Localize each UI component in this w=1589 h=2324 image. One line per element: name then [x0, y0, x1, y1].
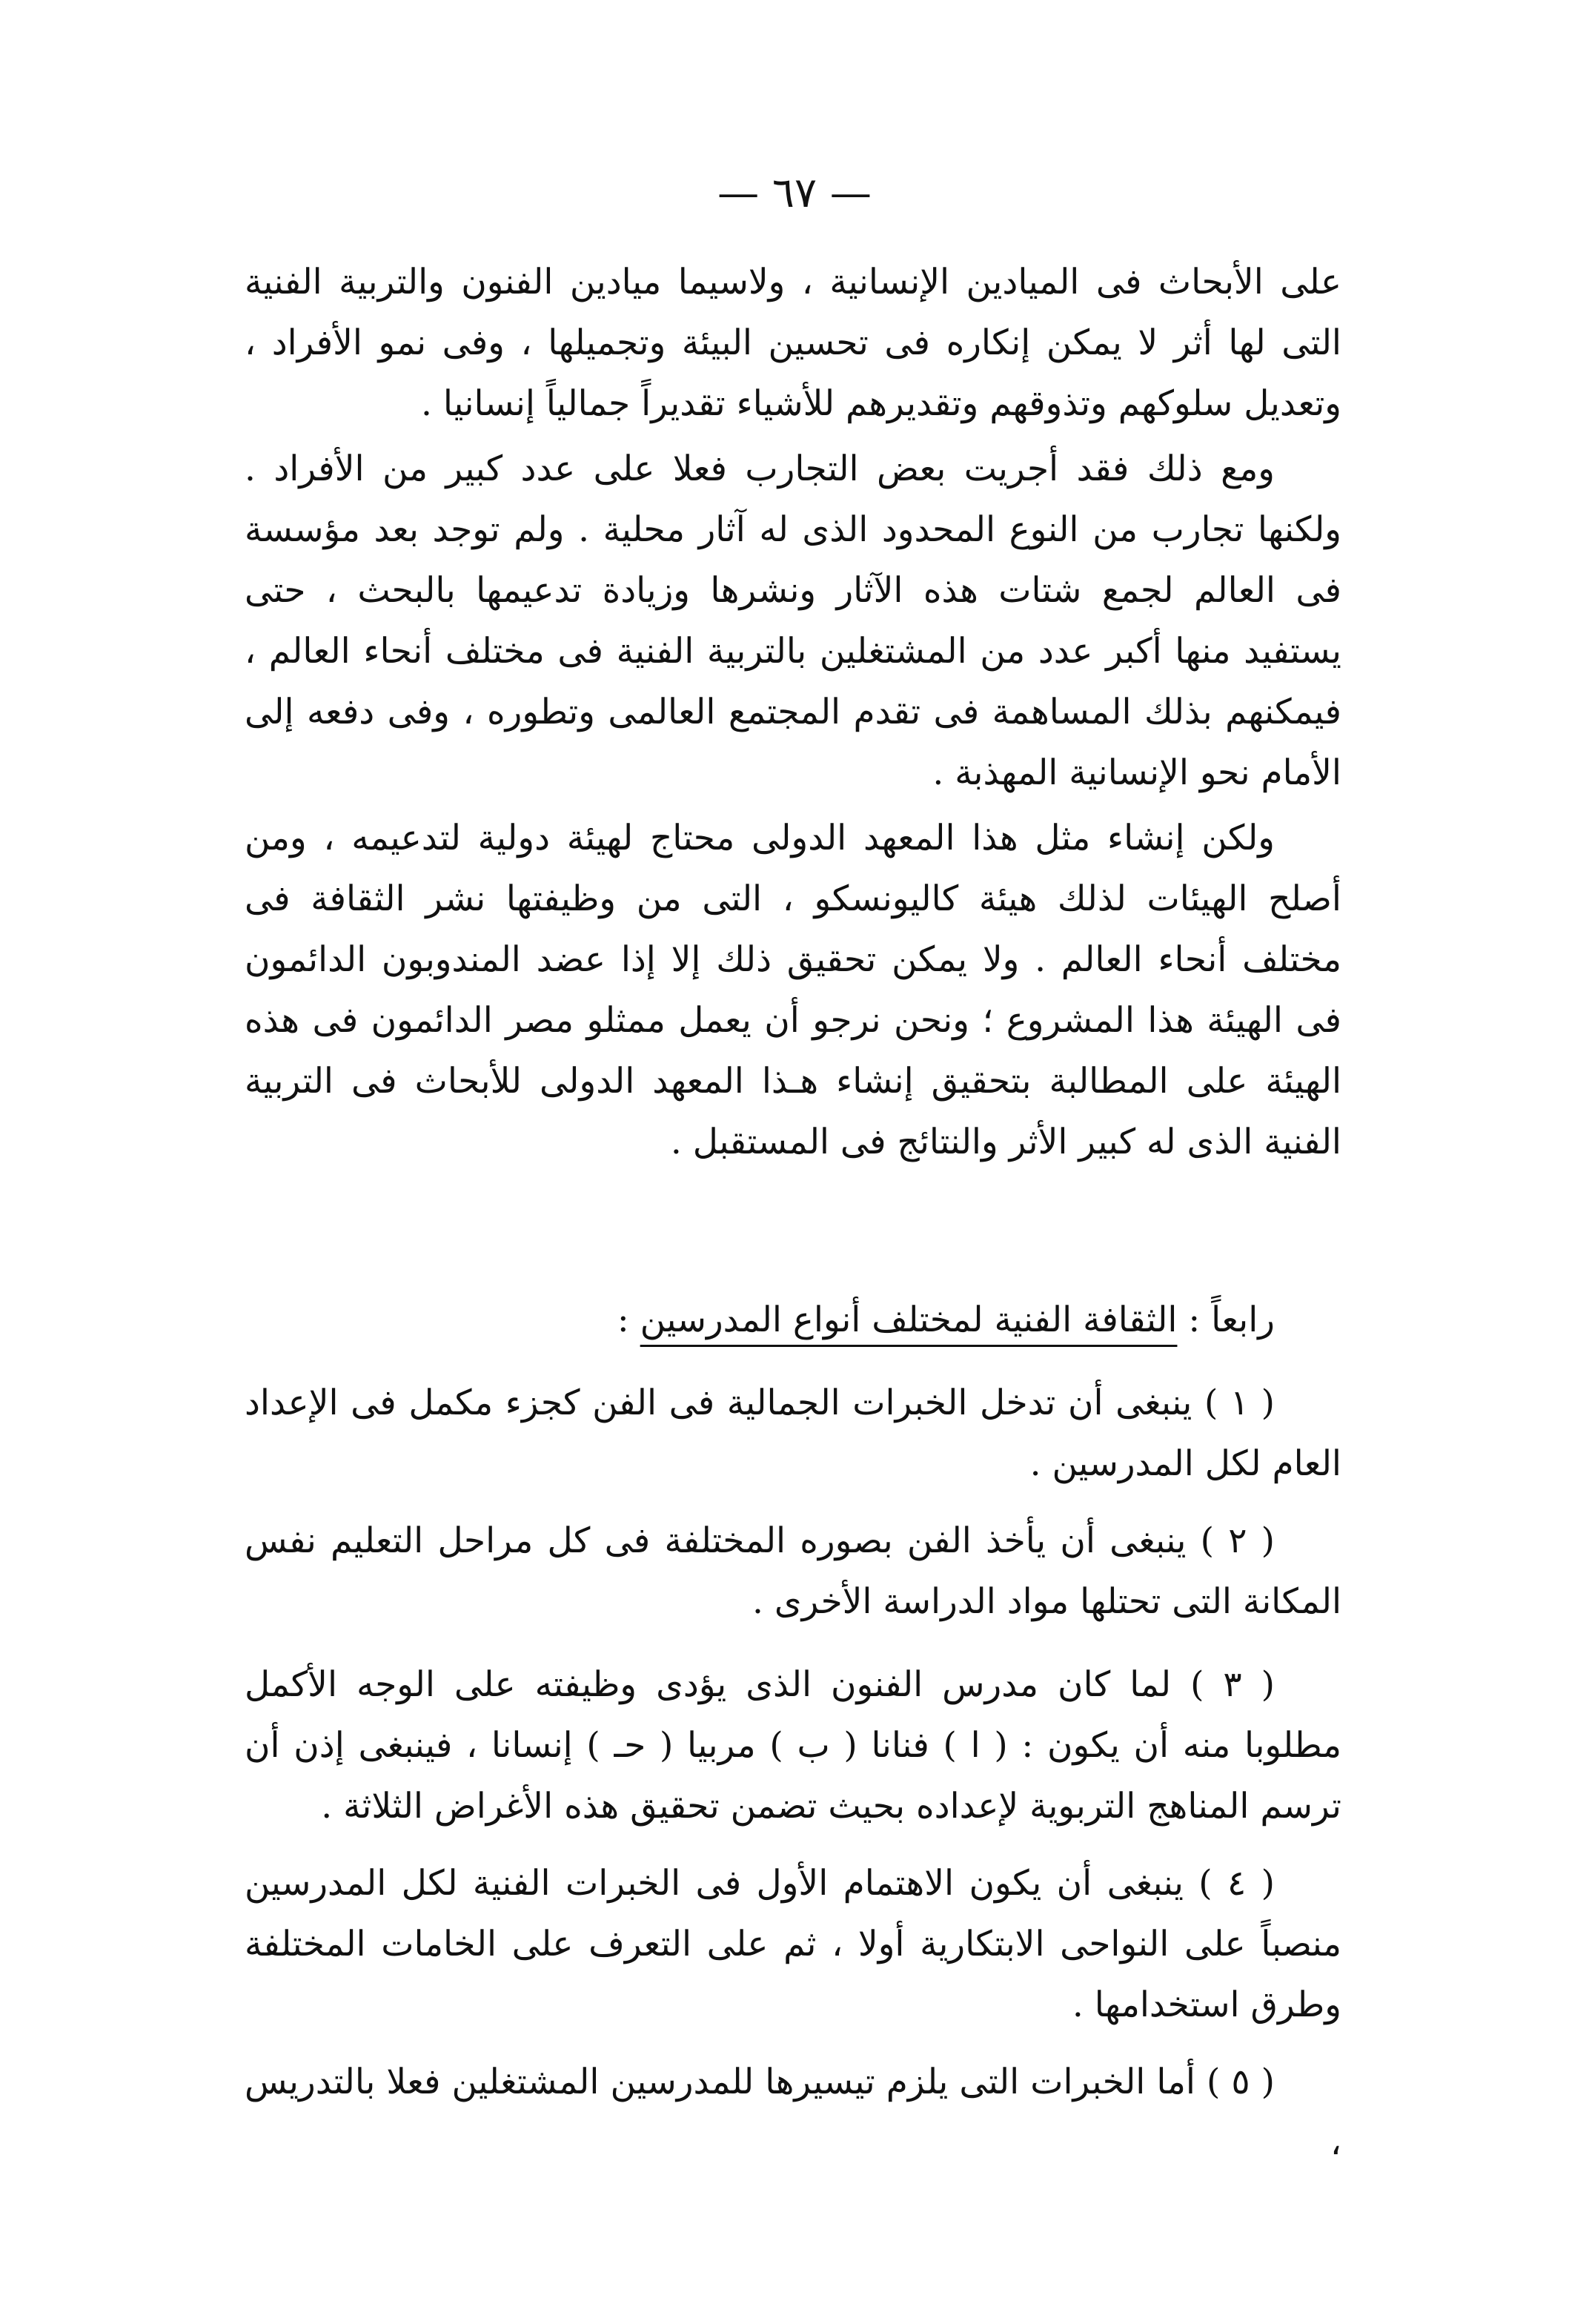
- page-number: — ٦٧ —: [717, 169, 872, 217]
- paragraph-arts-research: على الأبحاث فى الميادين الإنسانية ، ولاسيما ميادين الفنون والتربية الفنية التى لها أثر لا يمكن إنكاره فى تحسين البيئة وتجميلها ، وفى نمو الأفراد ، وتعديل سلوكهم وتذوقهم وتقديرهم للأشياء تقديراً جمالياً إنسانيا .: [245, 262, 1341, 424]
- list-item-1: ( ١ ) ينبغى أن تدخل الخبرات الجمالية فى الفن كجزء مكمل فى الإعداد العام لكل المدرسين .: [245, 1383, 1341, 1484]
- paragraph-experiments: ومع ذلك فقد أجريت بعض التجارب فعلا على عدد كبير من الأفراد . ولكنها تجارب من النوع المحدود الذى له آثار محلية . ولم توجد بعد مؤسسة فى العالم لجمع شتات هذه الآثار ونشرها وزيادة تدعيمها بالبحث ، حتى يستفيد منها أكبر عدد من المشتغلين بالتربية الفنية فى مختلف أنحاء العالم ، فيمكنهم بذلك المساهمة فى تقدم المجتمع العالمى وتطوره ، وفى دفعه إلى الأمام نحو الإنسانية المهذبة .: [245, 448, 1341, 793]
- section-heading: [245, 1290, 1341, 1351]
- list-item-2: ( ٢ ) ينبغى أن يأخذ الفن بصوره المختلفة فى كل مراحل التعليم نفس المكانة التى تحتلها مواد الدراسة الأخرى .: [245, 1520, 1341, 1622]
- heading-prefix: رابعاً :: [1177, 1300, 1275, 1340]
- paragraph-international-institute: ولكن إنشاء مثل هذا المعهد الدولى محتاج لهيئة دولية لتدعيمه ، ومن أصلح الهيئات لذلك هيئة كاليونسكو ، التى من وظيفتها نشر الثقافة فى مختلف أنحاء العالم . ولا يمكن تحقيق ذلك إلا إذا عضد المندوبون الدائمون فى الهيئة هذا المشروع ؛ ونحن نرجو أن يعمل ممثلو مصر الدائمون فى هذه الهيئة على المطالبة بتحقيق إنشاء هـذا المعهد الدولى للأبحاث فى التربية الفنية الذى له كبير الأثر والنتائج فى المستقبل .: [245, 818, 1341, 1162]
- heading-title: الثقافة الفنية لمختلف أنواع المدرسين: [640, 1300, 1178, 1340]
- list-item-5: ( ٥ ) أما الخبرات التى يلزم تيسيرها للمدرسين المشتغلين فعلا بالتدريس ،: [245, 2062, 1341, 2163]
- list-item-3: ( ٣ ) لما كان مدرس الفنون الذى يؤدى وظيفته على الوجه الأكمل مطلوبا منه أن يكون : ( ا ) فنانا ( ب ) مربيا ( حـ ) إنسانا ، فينبغى إذن أن ترسم المناهج التربوية لإعداده بحيث تضمن تحقيق هذه الأغراض الثلاثة .: [245, 1664, 1341, 1827]
- text-block-upper: [245, 252, 1341, 1173]
- text-block-lower: [245, 1373, 1341, 2174]
- heading-suffix: :: [617, 1300, 640, 1340]
- list-item-4: ( ٤ ) ينبغى أن يكون الاهتمام الأول فى الخبرات الفنية لكل المدرسين منصباً على النواحى الابتكارية أولا ، ثم على التعرف على الخامات المختلفة وطرق استخدامها .: [245, 1863, 1341, 2025]
